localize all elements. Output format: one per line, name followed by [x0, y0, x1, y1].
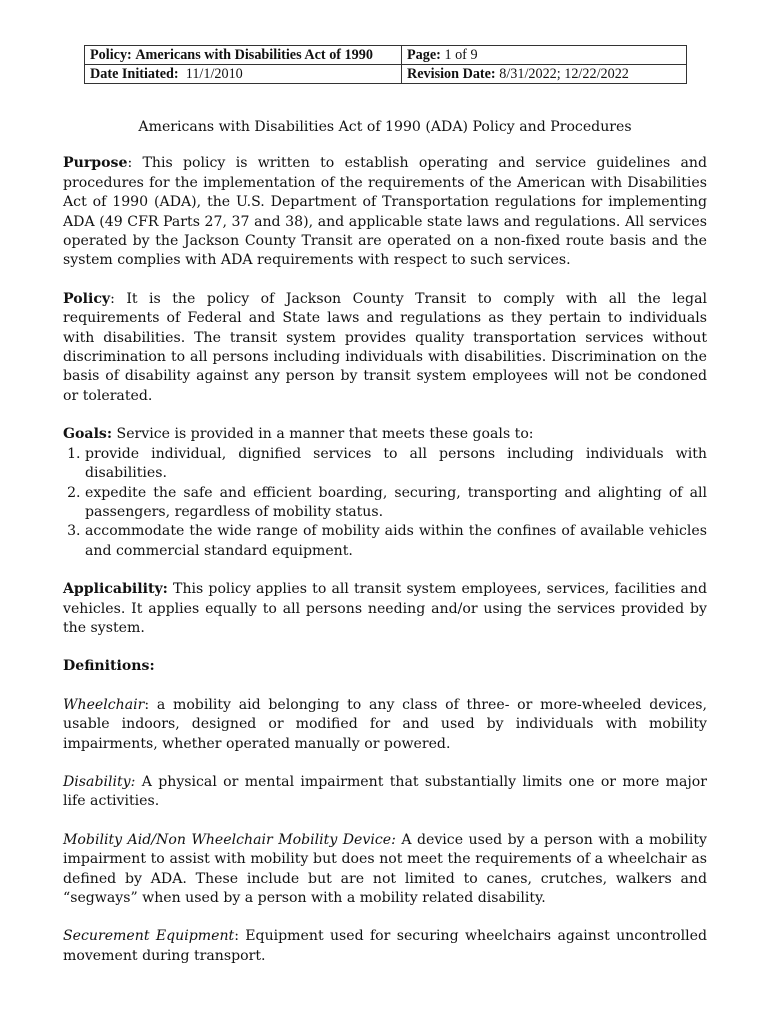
purpose-text: : This policy is written to establish operating and service guidelines and procedures for the implementation of the requirements of the American with Disabilities Act of 1990 (ADA), the U.S. Department of Transportation regulations for implementing ADA (49 CFR Parts 27, 37 and 38), and applicable state laws and regulations. All services operated by the Jackson County Transit are operated on a non-fixed route basis and the system complies with ADA requirements with respect to such services. — [63, 155, 707, 269]
list-item: 2. expedite the safe and efficient boarding, securing, transporting and alighting of all passengers, regardless of mobility status. — [85, 484, 707, 523]
document-title: Americans with Disabilities Act of 1990 (ADA) Policy and Procedures — [138, 119, 632, 135]
date-value: 11/1/2010 — [185, 66, 243, 82]
goals-intro-text: Service is provided in a manner that meets these goals to: — [112, 426, 534, 443]
revision-value: 8/31/2022; 12/22/2022 — [499, 66, 629, 82]
policy-label: Policy: — [90, 47, 132, 63]
purpose-label: Purpose — [63, 155, 128, 172]
policy-value: Americans with Disabilities Act of 1990 — [135, 47, 373, 63]
definitions-heading — [63, 657, 707, 676]
definition-term: Disability: — [63, 773, 136, 790]
definition-text: : a mobility aid belonging to any class of three- or more-wheeled devices, usable indoors, designed or modified for and used by individuals with mobility impairments, whether operated manually or powered. — [63, 696, 707, 752]
definition-item — [63, 927, 707, 966]
definition-term: Securement Equipment — [63, 928, 235, 945]
revision-label: Revision Date: — [407, 66, 496, 82]
applicability-label: Applicability: — [63, 581, 168, 598]
policy-label: Policy — [63, 290, 111, 307]
goals-label: Goals: — [63, 426, 113, 443]
policy-section — [63, 290, 707, 406]
definition-term: Wheelchair — [63, 696, 145, 713]
date-cell — [85, 65, 402, 84]
page-value: 1 of 9 — [444, 47, 478, 63]
list-item: 1. provide individual, dignified services to all persons including individuals with disabilities. — [85, 445, 707, 484]
definition-item — [63, 773, 707, 812]
date-label: Date Initiated: — [90, 66, 179, 82]
definition-term: Mobility Aid/Non Wheelchair Mobility Device: — [63, 831, 396, 848]
page-cell — [402, 46, 687, 65]
definition-item — [63, 696, 707, 754]
definition-text: A device used by a person with a mobility impairment to assist with mobility but does not meet the requirements of a wheelchair as defined by ADA. These include but are not limited to canes, crutches, walkers and “segways” when used by a person with a mobility related disability. — [63, 831, 707, 906]
definition-text: A physical or mental impairment that substantially limits one or more major life activities. — [63, 773, 707, 810]
policy-text: : It is the policy of Jackson County Transit to comply with all the legal requirements of Federal and State laws and regulations as they pertain to individuals with disabilities. The transit system provides quality transportation services without discrimination to all persons including individuals with disabilities. Discrimination on the basis of disability against any person by transit system employees will not be condoned or tolerated. — [63, 290, 707, 404]
purpose-section — [63, 154, 707, 270]
definition-text: : Equipment used for securing wheelchairs against uncontrolled movement during transport. — [63, 928, 707, 964]
document-body — [63, 118, 707, 985]
goals-list — [63, 445, 707, 561]
definition-item — [63, 831, 707, 909]
page-label: Page: — [407, 47, 441, 63]
revision-cell — [402, 65, 687, 84]
policy-header-table — [84, 45, 687, 84]
applicability-section — [63, 580, 707, 638]
definitions-label: Definitions: — [63, 658, 155, 675]
list-item: 3. accommodate the wide range of mobility aids within the confines of available vehicles and commercial standard equipment. — [85, 522, 707, 561]
applicability-text: This policy applies to all transit system employees, services, facilities and vehicles. It applies equally to all persons needing and/or using the services provided by the system. — [63, 581, 707, 636]
policy-cell — [85, 46, 402, 65]
goals-intro — [63, 425, 707, 444]
